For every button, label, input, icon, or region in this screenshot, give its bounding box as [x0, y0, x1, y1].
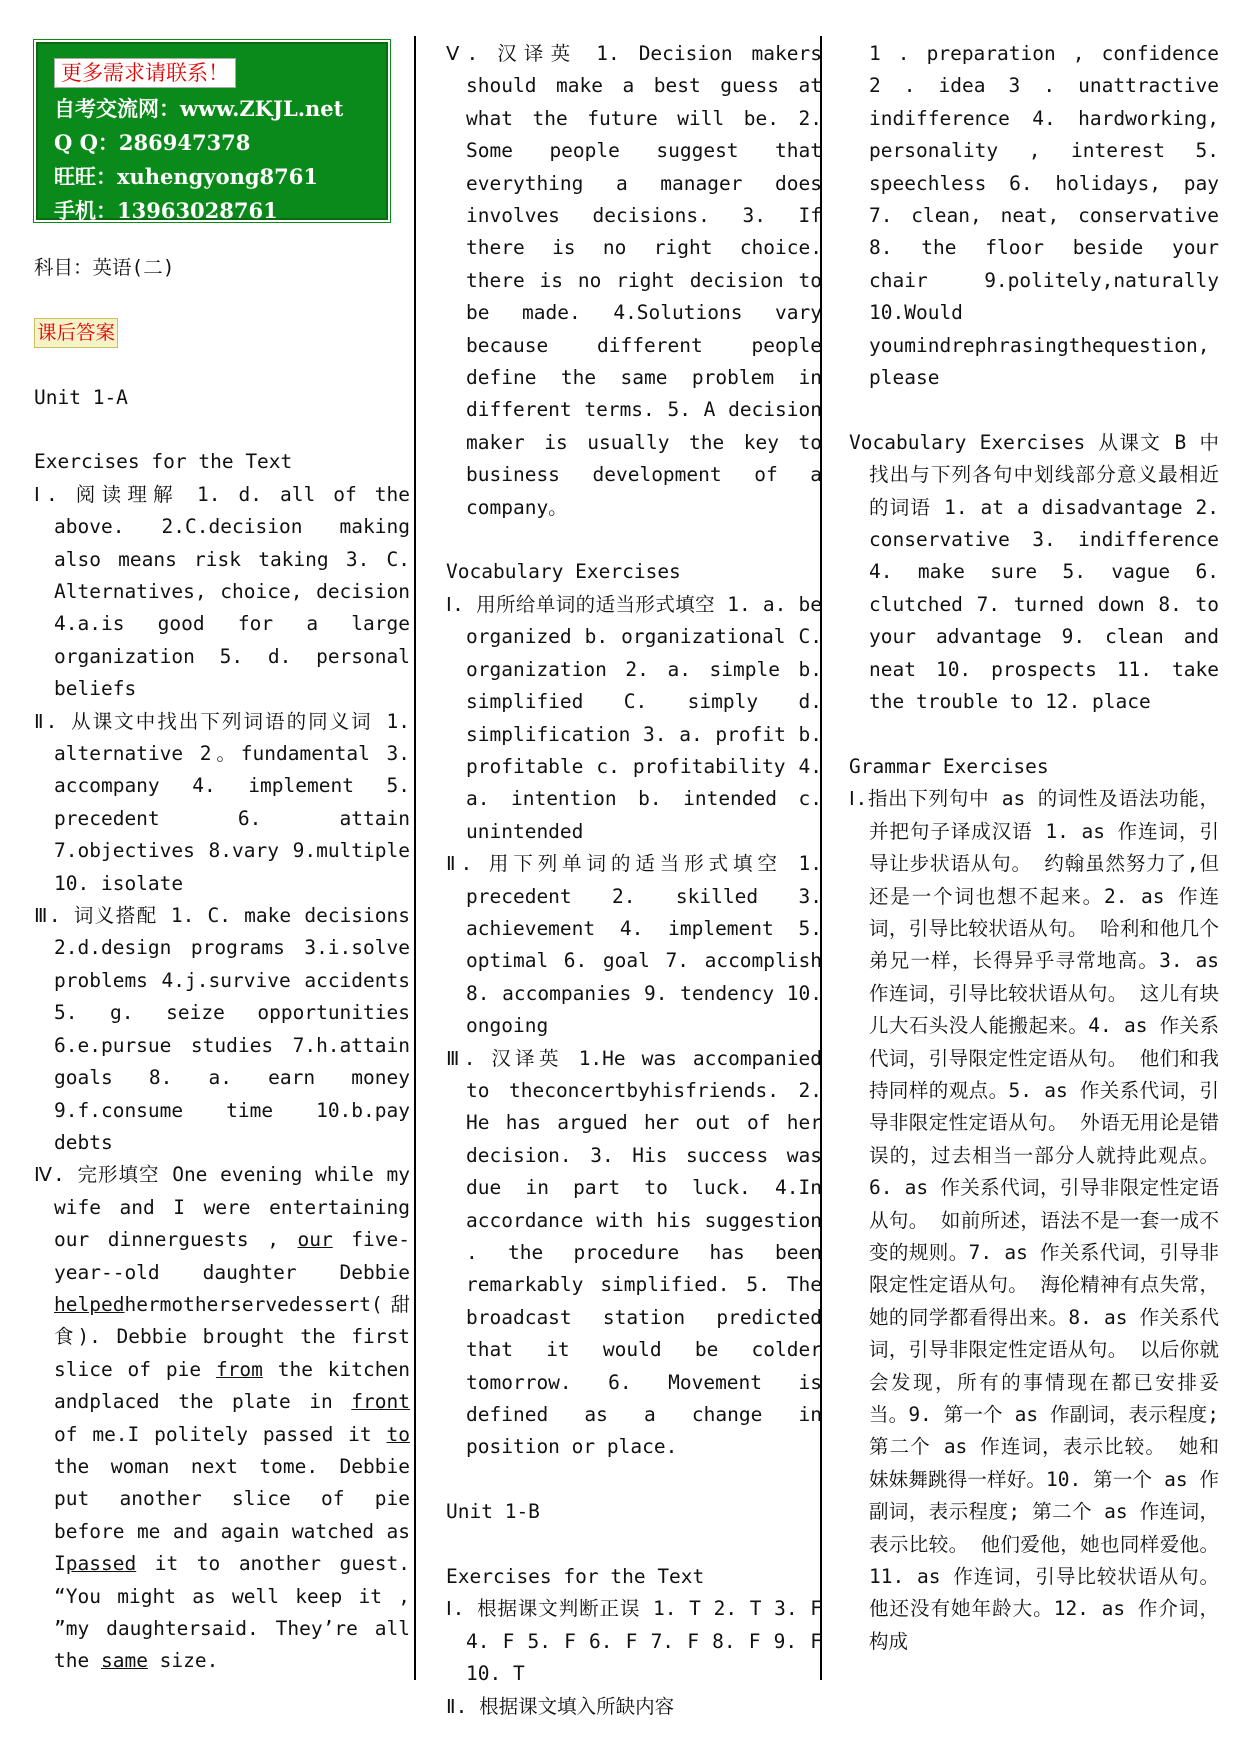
column-3: [849, 38, 1219, 1658]
translation-exercise-2: Ⅲ. 汉译英 1.He was accompanied to theconcertbyhisfriends. 2. He has argued her out of her decision. 3. His success was due in part to luck. 4.In accordance with his suggestion . the procedure has been remarkably simplified. 5. The broadcast station predicted that it would be colder tomorrow. 6. Movement is defined as a change in position or place.: [446, 1046, 822, 1459]
grammar-exercise: Ⅰ.指出下列句中 as 的词性及语法功能，并把句子译成汉语 1. as 作连词，引导让步状语从句。 约翰虽然努力了,但还是一个词也想不起来。2. as 作连词，引导比较状语从句。 哈利和他几个弟兄一样，长得异乎寻常地高。3. as 作连词，引导比较状语从句。 这儿有块儿大石头没人能搬起来。4. as 作关系代词，引导限定性定语从句。 他们和我持同样的观点。5. as 作关系代词，引导非限定性定语从句。 外语无用论是错误的，过去相当一部分人就持此观点。6. as 作关系代词，引导非限定性定语从句。 如前所述，语法不是一套一成不变的规则。7. as 作关系代词，引导非限定性定语从句。 海伦精神有点失常，她的同学都看得出来。8. as 作关系代词，引导非限定性定语从句。 以后你就会发现，所有的事情现在都已安排妥当。9. 第一个 as 作副词，表示程度; 第二个 as 作连词，表示比较。 她和妹妹舞跳得一样好。10. 第一个 as 作副词，表示程度; 第二个 as 作连词，表示比较。 他们爱他，她也同样爱他。11. as 作连词，引导比较状语从句。 他还没有她年龄大。12. as 作介词，构成: [849, 787, 1219, 1653]
promo-box: [36, 42, 388, 223]
column-1: [34, 38, 410, 1678]
fill-missing-heading: Ⅱ. 根据课文填入所缺内容: [446, 1694, 675, 1718]
translation-exercise: Ⅴ. 汉译英 1. Decision makers should make a best guess at what the future will be. 2. Some people suggest that everything a manager does involves decisions. 3. If there is no right choice. there is no right decision to be made. 4.Solutions vary because different people define the same problem in different terms. 5. A decision maker is usually the key to business development of a company。: [446, 42, 822, 519]
vocabulary-exercise-b: Vocabulary Exercises 从课文 B 中找出与下列各句中划线部分意义最相近的词语 1. at a disadvantage 2. conservative 3. indifference 4. make sure 5. vague 6. clutched 7. turned down 8. to your advantage 9. clean and neat 10. prospects 11. take the trouble to 12. place: [849, 430, 1219, 714]
column-2: [446, 38, 822, 1723]
collocation-exercise: Ⅲ. 词义搭配 1. C. make decisions 2.d.design programs 3.i.solve problems 4.j.survive accidents 5. g. seize opportunities 6.e.pursue studies 7.h.attain goals 8. a. earn money 9.f.consume time 10.b.pay debts: [34, 904, 410, 1154]
synonyms-exercise: Ⅱ. 从课文中找出下列词语的同义词 1. alternative 2。fundamental 3. accompany 4. implement 5. precedent 6. attain 7.objectives 8.vary 9.multiple 10. isolate: [34, 709, 410, 895]
answers-tag: 课后答案: [34, 318, 118, 348]
promo-wangwang: 旺旺：xuhengyong8761: [54, 164, 318, 189]
true-false-exercise: Ⅰ. 根据课文判断正误 1. T 2. T 3. F 4. F 5. F 6. F 7. F 8. F 9. F 10. T: [446, 1597, 822, 1686]
vocabulary-heading: Vocabulary Exercises: [446, 560, 681, 584]
exercises-heading: Exercises for the Text: [34, 450, 293, 474]
fill-in-exercise: Ⅱ. 用下列单词的适当形式填空 1. precedent 2. skilled 3. achievement 4. implement 5. optimal 6. goal 7. accomplish 8. accompanies 9. tendency 10. ongoing: [446, 852, 822, 1038]
contact-label: 更多需求请联系！: [54, 58, 236, 88]
promo-phone: 手机：13963028761: [54, 198, 278, 223]
word-forms-exercise: Ⅰ. 用所给单词的适当形式填空 1. a. be organized b. organizational C. organization 2. a. simple b. simplified C. simply d. simplification 3. a. profit b. profitable c. profitability 4. a. intention b. intended c. unintended: [446, 592, 822, 843]
unit-heading-b: Unit 1-B: [446, 1500, 540, 1524]
subject-line: 科目：英语(二): [34, 256, 175, 279]
column-divider: [414, 36, 416, 1680]
fill-missing-answers: 1 . preparation , confidence 2 . idea 3 . unattractive indifference 4. hardworking, personality , interest 5. speechless 6. holidays, pay 7. clean, neat, conservative 8. the floor beside your chair 9.politely,naturally 10.Would youmindrephrasingthequestion, please: [869, 42, 1219, 390]
promo-qq: Q Q：286947378: [54, 130, 251, 155]
reading-comprehension: Ⅰ. 阅读理解 1. d. all of the above. 2.C.decision making also means risk taking 3. C. Alternatives, choice, decision 4.a.is good for a large organization 5. d. personal beliefs: [34, 482, 410, 701]
grammar-heading: Grammar Exercises: [849, 754, 1049, 778]
unit-heading: Unit 1-A: [34, 385, 128, 409]
promo-website: 自考交流网：www.ZKJL.net: [54, 96, 344, 121]
cloze-exercise: Ⅳ. 完形填空 One evening while my wife and I were entertaining our dinnerguests , our five-year--old daughter Debbie helpedhermotherservedessert(甜食). Debbie brought the first slice of pie from the kitchen andplaced the plate in front of me.I politely passed it to the woman next tome. Debbie put another slice of pie before me and again watched as Ipassed it to another guest. “You might as well keep it , ”my daughtersaid. They’re all the same size.: [34, 1163, 410, 1673]
exercises-heading-b: Exercises for the Text: [446, 1565, 705, 1589]
